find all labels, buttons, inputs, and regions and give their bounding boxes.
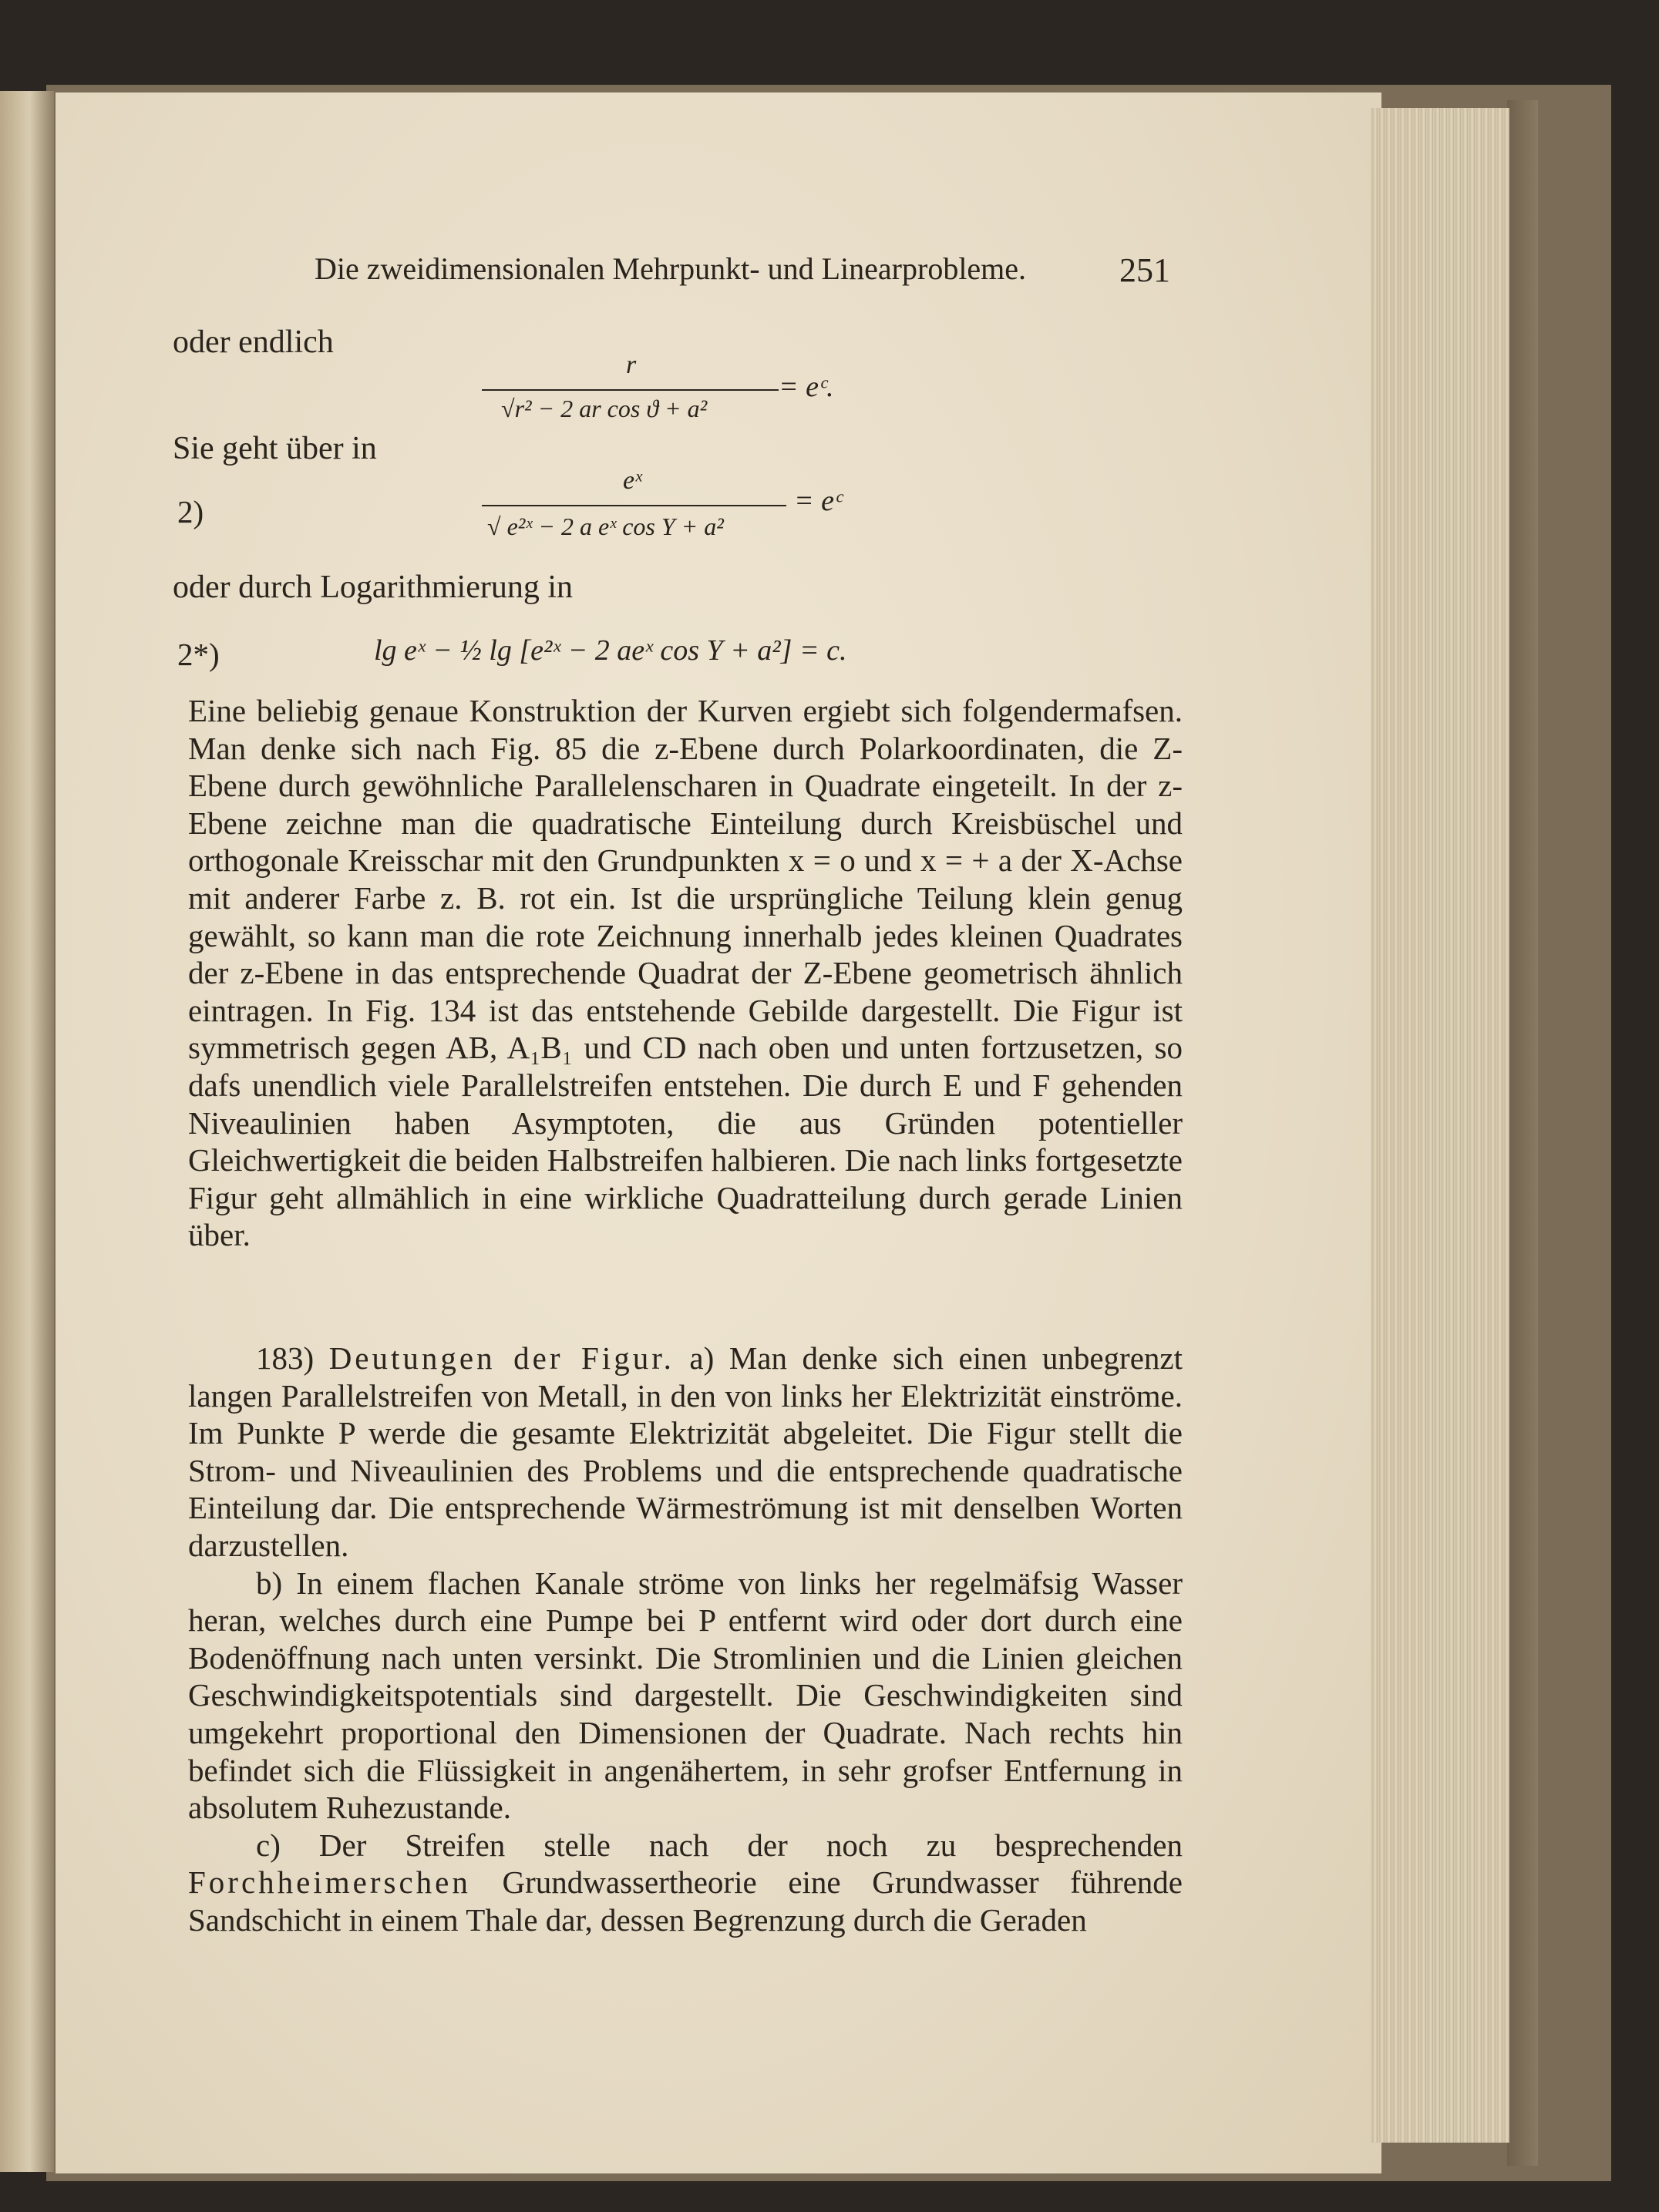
- paragraph-text: Eine beliebig genaue Konstruktion der Kurven ergiebt sich folgendermafsen. Man denke sich nach Fig. 85 die z-Ebene durch Polarkoordinaten, die Z-Ebene durch gewöhnliche Parallelenscharen in Quadrate eingeteilt. In der z-Ebene zeichne man die quadratische Einteilung durch Kreisbüschel und orthogonale Kreisschar mit den Grundpunkten x = o und x = + a der X-Achse mit anderer Farbe z. B. rot ein. Ist die ursprüngliche Teilung klein genug gewählt, so kann man die rote Zeichnung innerhalb jedes kleinen Quadrates der z-Ebene in das entsprechende Quadrat der Z-Ebene geometrisch ähnlich eintragen. In Fig. 134 ist das entstehende Gebilde dargestellt. Die Figur ist symmetrisch gegen AB, A₁B₁ und CD nach oben und unten fortzusetzen, so dafs unendlich viele Parallelstreifen entstehen. Die durch E und F gehenden Niveaulinien haben Asymptoten, die aus Gründen potentieller Gleichwertigkeit die beiden Halbstreifen halbieren. Die nach links fortgesetzte Figur geht allmählich in eine wirkliche Quadratteilung durch gerade Linien über.: [188, 693, 1183, 1253]
- text-sie-geht: Sie geht über in: [173, 431, 377, 466]
- eq2-label: 2): [177, 494, 204, 529]
- eq2star-label: 2*): [177, 637, 220, 672]
- eq2-fraction-bar: [482, 505, 786, 506]
- eq1-numerator: r: [626, 351, 637, 379]
- section-183-a-text: a) Man denke sich einen unbegrenzt langen Parallelstreifen von Metall, in den von links her Elektrizität einströme. Im Punkte P werde die gesamte Elektrizität abgeleitet. Die Figur stellt die Strom- und Niveaulinien des Problems und die entsprechende quadratische Einteilung dar. Die entsprechende Wärmeströmung ist mit denselben Worten darzustellen.: [188, 1340, 1183, 1563]
- section-183-c: [188, 1827, 1183, 1939]
- paragraph-construction: [188, 692, 1183, 1254]
- cover-edge: [1507, 100, 1538, 2166]
- eq1-fraction-bar: [482, 389, 779, 391]
- running-title: Die zweidimensionalen Mehrpunkt- und Linearprobleme.: [315, 251, 1027, 286]
- eq1-rhs: = eᶜ.: [779, 371, 834, 403]
- page-number: 251: [1119, 251, 1170, 289]
- page-edges: [1371, 108, 1509, 2143]
- eq2-rhs: = eᶜ: [794, 485, 842, 517]
- eq2star-body: lg eˣ − ½ lg [e²ˣ − 2 aeˣ cos Y + a²] = c.: [374, 634, 847, 667]
- left-page-edge: [0, 91, 54, 2172]
- text-oder-endlich: oder endlich: [173, 324, 334, 360]
- section-183-b: b) In einem flachen Kanale ströme von links her regelmäfsig Wasser heran, welches durch eine Pumpe bei P entfernt wird oder dort durch eine Bodenöffnung nach unten versinkt. Die Stromlinien und die Linien gleichen Geschwindigkeitspotentials sind dargestellt. Die Geschwindigkeiten sind umgekehrt proportional den Dimensionen der Quadrate. Nach rechts hin befindet sich die Flüssigkeit in angenähertem, in sehr grofser Entfernung in absolutem Ruhezustande.: [188, 1565, 1183, 1826]
- eq1-denominator: √r² − 2 ar cos ϑ + a²: [501, 395, 708, 422]
- forchheimer-name: Forchheimerschen: [188, 1864, 471, 1901]
- eq2-numerator: eˣ: [623, 466, 642, 495]
- section-183-c-prefix: c) Der Streifen stelle nach der noch zu besprechenden: [256, 1827, 1183, 1863]
- section-number: 183): [256, 1340, 315, 1376]
- section-183: [188, 1340, 1183, 1939]
- text-oder-durch: oder durch Logarithmierung in: [173, 570, 574, 605]
- section-heading: Deutungen der Figur.: [328, 1340, 675, 1376]
- eq2-denominator: √ e²ˣ − 2 a eˣ cos Y + a²: [487, 513, 724, 540]
- section-183-a: [188, 1340, 1183, 1565]
- section-183-c-rest: Grundwassertheorie eine Grundwasser führende Sandschicht in einem Thale dar, dessen Begrenzung durch die Geraden: [188, 1864, 1183, 1938]
